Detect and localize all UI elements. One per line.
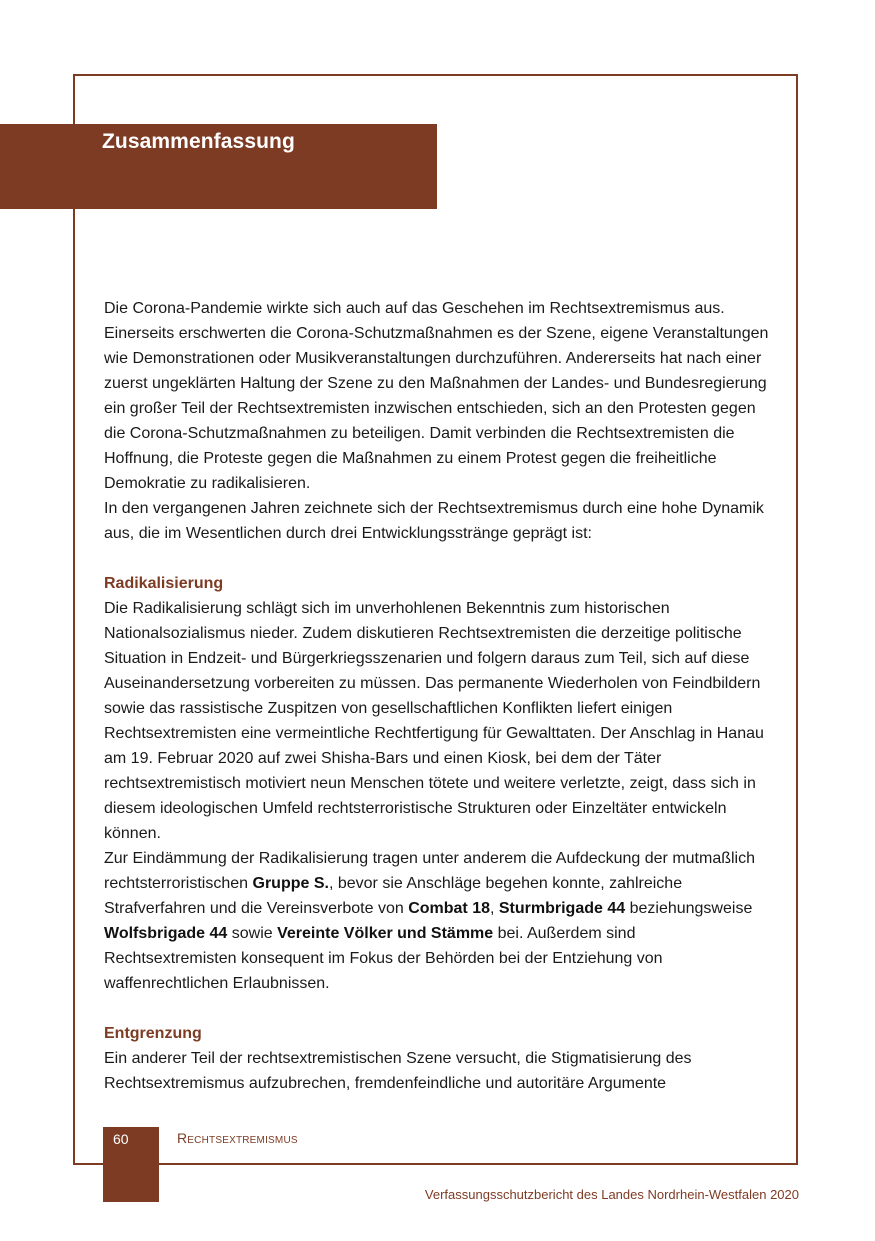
report-footer: Verfassungsschutzbericht des Landes Nordrhein-Westfalen 2020 — [424, 1187, 799, 1202]
heading-radikalisierung: Radikalisierung — [104, 575, 224, 592]
term-gruppe-s: Gruppe S. — [252, 875, 329, 892]
radikalisierung-paragraph-2: Zur Eindämmung der Radikalisierung tragen unter anderem die Aufdeckung der mutmaßlich rechtsterroristischen Gruppe S., bevor sie Anschläge begehen konnte, zahlreiche Strafverfahren und die Vereinsverbote von Combat 18, Sturmbrigade 44 beziehungsweise Wolfsbrigade 44 sowie Vereinte Völker und Stämme bei. Außerdem sind Rechtsextremisten konsequent im Fokus der Behörden bei der Entziehung von waffenrechtlichen Erlaubnissen. — [104, 850, 756, 992]
heading-entgrenzung: Entgrenzung — [104, 1025, 202, 1042]
intro-paragraph-1: Die Corona-Pandemie wirkte sich auch auf das Geschehen im Rechtsextremismus aus. Einerseits erschwerten die Corona-Schutzmaßnahmen es der Szene, eigene Veranstaltungen wie Demonstrationen oder Musikveranstaltungen durchzuführen. Andererseits hat nach einer zuerst ungeklärten Haltung der Szene zu den Maßnahmen der Landes- und Bundesregierung ein großer Teil der Rechtsextremisten inzwischen entschieden, sich an den Protesten gegen die Corona-Schutzmaßnahmen zu beteiligen. Damit verbinden die Rechtsextremisten die Hoffnung, die Proteste gegen die Maßnahmen zu einem Protest gegen die freiheitliche Demokratie zu radikalisieren. — [104, 300, 769, 492]
page-number-box — [103, 1127, 159, 1202]
title-bar — [0, 124, 437, 209]
entgrenzung-paragraph-1: Ein anderer Teil der rechtsextremistischen Szene versucht, die Stigmatisierung des Rechtsextremismus aufzubrechen, fremdenfeindliche und autoritäre Argumente — [104, 1050, 692, 1092]
page-number: 60 — [113, 1131, 129, 1147]
page-title: Zusammenfassung — [102, 130, 295, 153]
term-wolfsbrigade-44: Wolfsbrigade 44 — [104, 925, 228, 942]
term-combat-18: Combat 18 — [408, 900, 490, 917]
main-content — [104, 296, 772, 1096]
term-sturmbrigade-44: Sturmbrigade 44 — [498, 900, 626, 917]
intro-paragraph-2: In den vergangenen Jahren zeichnete sich der Rechtsextremismus durch eine hohe Dynamik aus, die im Wesentlichen durch drei Entwicklungsstränge geprägt ist: — [104, 500, 764, 542]
radikalisierung-paragraph-1: Die Radikalisierung schlägt sich im unverhohlenen Bekenntnis zum historischen Nationalsozialismus nieder. Zudem diskutieren Rechtsextremisten die derzeitige politische Situation in Endzeit- und Bürgerkriegsszenarien und folgern daraus zum Teil, sich auf diese Auseinandersetzung vorbereiten zu müssen. Das permanente Wiederholen von Feindbildern sowie das rassistische Zuspitzen von gesellschaftlichen Konflikten liefert einigen Rechtsextremisten eine vermeintliche Rechtfertigung für Gewalttaten. Der Anschlag in Hanau am 19. Februar 2020 auf zwei Shisha-Bars und einen Kiosk, bei dem der Täter rechtsextremistisch motiviert neun Menschen tötete und weitere verletzte, zeigt, dass sich in diesem ideologischen Umfeld rechtsterroristische Strukturen oder Einzeltäter entwickeln können. — [104, 600, 764, 842]
term-vereinte-voelker: Vereinte Völker und Stämme — [277, 925, 494, 942]
section-label: Rechtsextremismus — [177, 1130, 298, 1146]
